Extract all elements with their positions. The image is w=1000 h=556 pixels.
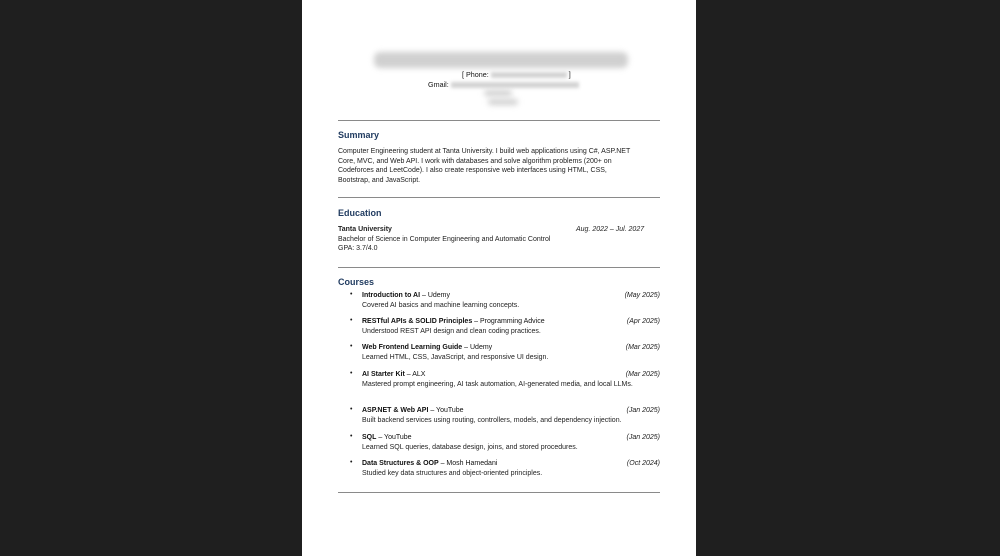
education-heading: Education	[338, 208, 382, 218]
phone-line	[462, 70, 571, 79]
resume-page	[302, 0, 696, 556]
course-title-line	[362, 344, 492, 351]
course-desc: Studied key data structures and object-oriented principles.	[362, 470, 543, 477]
course-title: RESTful APIs & SOLID Principles	[362, 318, 473, 325]
course-desc: Learned SQL queries, database design, joins, and stored procedures.	[362, 444, 578, 451]
course-title-line	[362, 292, 450, 299]
bullet: •	[350, 433, 353, 440]
bullet: •	[350, 370, 353, 377]
degree: Bachelor of Science in Computer Engineering and Automatic Control	[338, 236, 551, 243]
course-date: (Apr 2025)	[626, 318, 660, 325]
gmail-label: Gmail:	[428, 80, 449, 89]
course-desc: Mastered prompt engineering, AI task automation, AI-generated media, and local LLMs.	[362, 381, 633, 388]
course-desc: Understood REST API design and clean coding practices.	[362, 328, 541, 335]
course-provider: – Udemy	[420, 292, 451, 299]
redacted-link-2	[488, 99, 518, 105]
redacted-email	[451, 82, 579, 88]
course-desc: Covered AI basics and machine learning concepts.	[362, 302, 520, 309]
course-title: Introduction to AI	[362, 292, 421, 299]
course-title: SQL	[362, 434, 377, 441]
course-date: (Jan 2025)	[626, 434, 660, 441]
summary-text: Computer Engineering student at Tanta University. I build web applications using C#, ASP.NET Core, MVC, and Web API. I work with databases and solve algorithm problems (200+ on Codeforces and LeetCode). I also create responsive web interfaces using HTML, CSS, Bootstrap, and JavaScript.	[338, 148, 631, 184]
course-provider: – YouTube	[376, 434, 412, 441]
course-desc: Learned HTML, CSS, JavaScript, and responsive UI design.	[362, 354, 549, 361]
course-desc: Built backend services using routing, controllers, models, and dependency injection.	[362, 417, 622, 424]
course-date: (Jan 2025)	[626, 407, 660, 414]
course-title-line	[362, 460, 497, 467]
bullet: •	[350, 343, 353, 350]
course-title: AI Starter Kit	[362, 371, 405, 378]
course-date: (May 2025)	[624, 292, 660, 299]
course-provider: – Udemy	[462, 344, 493, 351]
course-date: (Mar 2025)	[625, 371, 660, 378]
gmail-line	[428, 80, 579, 89]
bullet: •	[350, 291, 353, 298]
divider	[338, 492, 660, 493]
divider	[338, 267, 660, 268]
summary-heading: Summary	[338, 130, 380, 140]
course-provider: – ALX	[404, 371, 426, 378]
redacted-name	[374, 52, 628, 68]
bullet: •	[350, 317, 353, 324]
course-title-line	[362, 318, 545, 325]
course-title-line	[362, 434, 412, 441]
course-title-line	[362, 407, 464, 414]
course-provider: – Programming Advice	[472, 318, 545, 325]
phone-label: [ Phone:	[462, 70, 489, 79]
phone-close: ]	[568, 70, 571, 79]
bullet: •	[350, 406, 353, 413]
course-title: Web Frontend Learning Guide	[362, 344, 463, 351]
course-provider: – YouTube	[428, 407, 464, 414]
course-date: (Mar 2025)	[625, 344, 660, 351]
course-title: Data Structures & OOP	[362, 460, 439, 467]
course-title: ASP.NET & Web API	[362, 407, 429, 414]
divider	[338, 120, 660, 121]
course-date: (Oct 2024)	[626, 460, 660, 467]
gpa: GPA: 3.7/4.0	[338, 245, 378, 252]
school-name: Tanta University	[338, 226, 392, 233]
bullet: •	[350, 459, 353, 466]
divider	[338, 197, 660, 198]
course-provider: – Mosh Hamedani	[438, 460, 498, 467]
redacted-link-1	[484, 90, 512, 96]
course-title-line	[362, 371, 425, 378]
courses-heading: Courses	[338, 277, 375, 287]
redacted-phone	[491, 72, 567, 78]
education-dates: Aug. 2022 – Jul. 2027	[576, 226, 645, 233]
